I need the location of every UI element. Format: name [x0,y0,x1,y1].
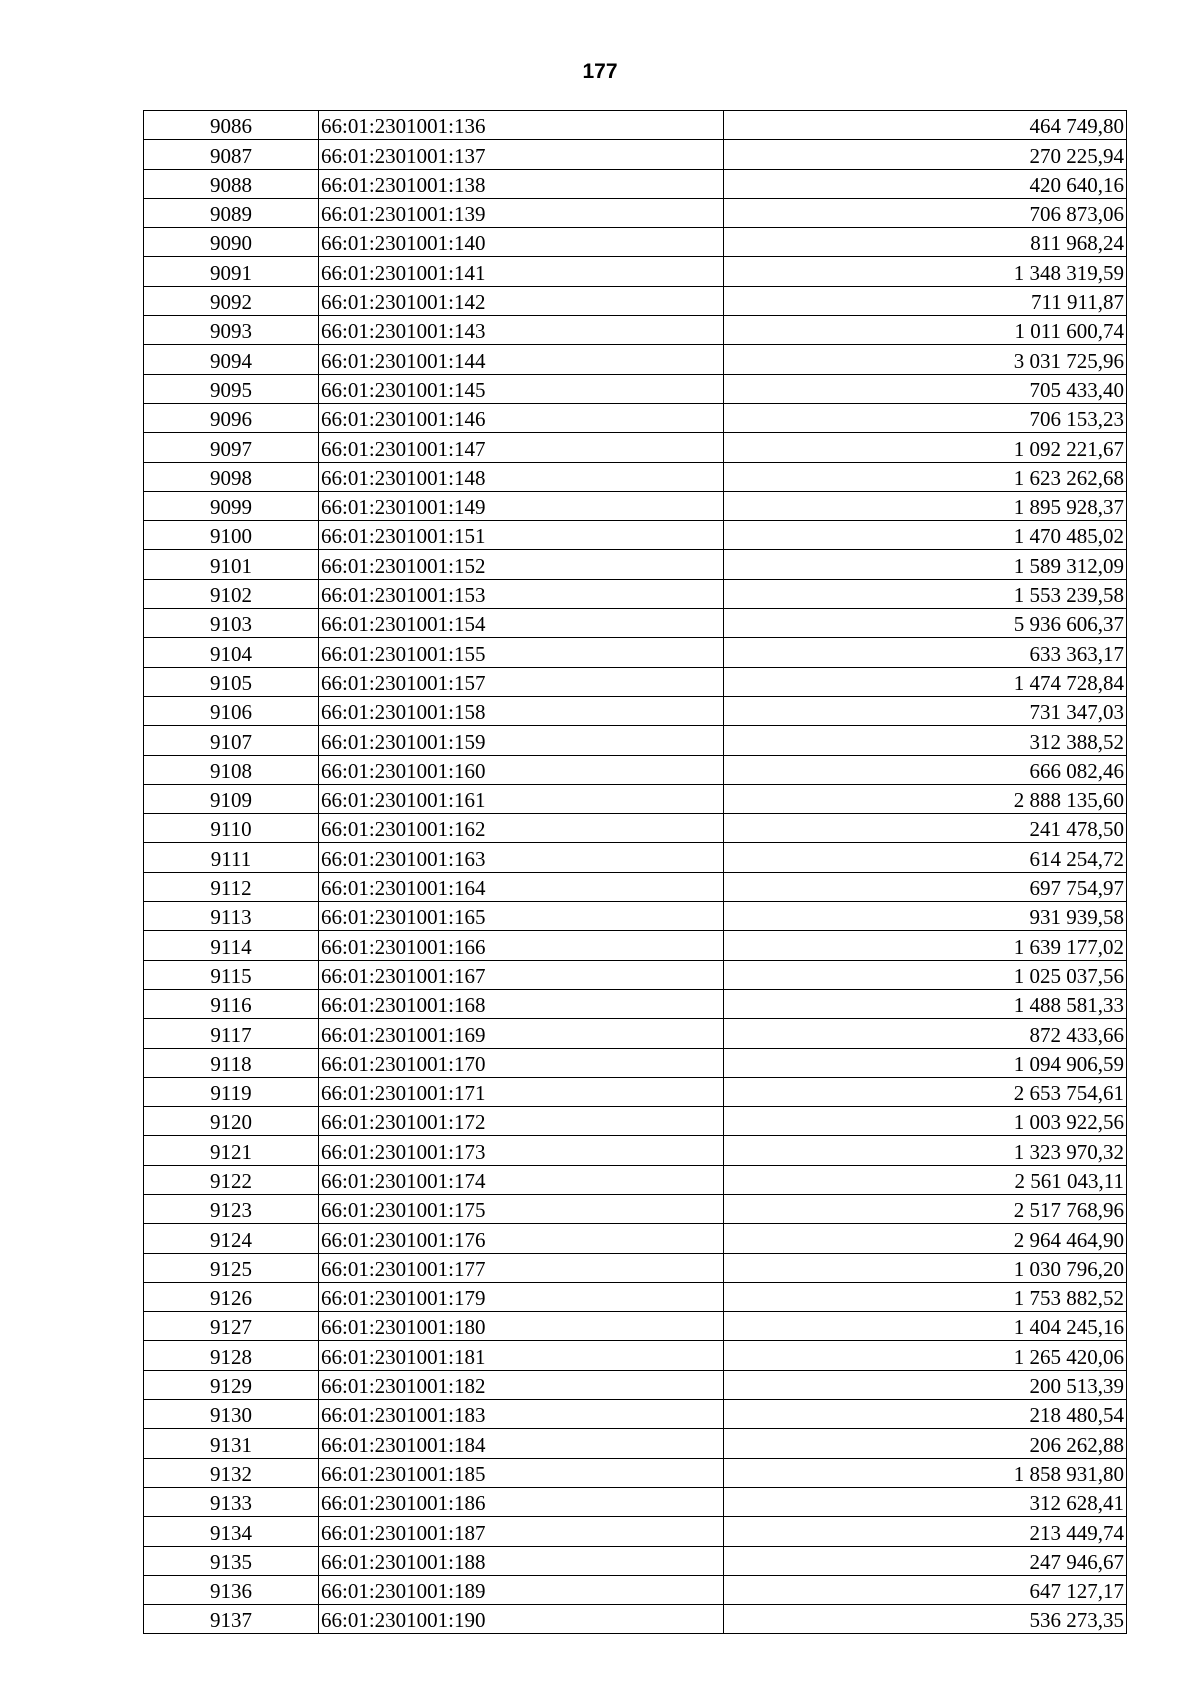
cadastral-number-cell: 66:01:2301001:147 [319,433,724,462]
row-number-cell: 9131 [144,1429,319,1458]
table-row [144,1487,1127,1516]
table-row [144,1312,1127,1341]
cadastral-number-cell: 66:01:2301001:167 [319,960,724,989]
cadastral-value-cell: 2 964 464,90 [724,1224,1127,1253]
row-number-cell: 9087 [144,140,319,169]
row-number-cell: 9088 [144,169,319,198]
cadastral-value-cell: 931 939,58 [724,902,1127,931]
cadastral-value-cell: 1 553 239,58 [724,579,1127,608]
cadastral-number-cell: 66:01:2301001:160 [319,755,724,784]
cadastral-number-cell: 66:01:2301001:159 [319,726,724,755]
table-row [144,1136,1127,1165]
cadastral-number-cell: 66:01:2301001:146 [319,403,724,432]
row-number-cell: 9118 [144,1048,319,1077]
row-number-cell: 9124 [144,1224,319,1253]
table-row [144,462,1127,491]
cadastral-value-cell: 731 347,03 [724,696,1127,725]
cadastral-value-cell: 270 225,94 [724,140,1127,169]
cadastral-number-cell: 66:01:2301001:149 [319,491,724,520]
cadastral-number-cell: 66:01:2301001:136 [319,111,724,140]
table-row [144,1282,1127,1311]
cadastral-value-cell: 1 265 420,06 [724,1341,1127,1370]
table-row [144,111,1127,140]
table-row [144,784,1127,813]
table-row [144,1517,1127,1546]
cadastral-number-cell: 66:01:2301001:190 [319,1605,724,1634]
row-number-cell: 9106 [144,696,319,725]
table-row [144,1429,1127,1458]
cadastral-value-cell: 1 092 221,67 [724,433,1127,462]
cadastral-number-cell: 66:01:2301001:189 [319,1575,724,1604]
cadastral-value-cell: 1 623 262,68 [724,462,1127,491]
row-number-cell: 9136 [144,1575,319,1604]
row-number-cell: 9133 [144,1487,319,1516]
cadastral-number-cell: 66:01:2301001:175 [319,1194,724,1223]
row-number-cell: 9121 [144,1136,319,1165]
row-number-cell: 9128 [144,1341,319,1370]
cadastral-value-cell: 647 127,17 [724,1575,1127,1604]
cadastral-number-cell: 66:01:2301001:151 [319,521,724,550]
cadastral-number-cell: 66:01:2301001:137 [319,140,724,169]
cadastral-value-cell: 1 589 312,09 [724,550,1127,579]
cadastral-value-cell: 1 025 037,56 [724,960,1127,989]
table-row [144,1224,1127,1253]
cadastral-value-cell: 872 433,66 [724,1019,1127,1048]
cadastral-value-cell: 633 363,17 [724,638,1127,667]
cadastral-value-cell: 1 003 922,56 [724,1107,1127,1136]
table-row [144,1165,1127,1194]
table-row [144,521,1127,550]
cadastral-value-table [143,110,1127,1634]
cadastral-number-cell: 66:01:2301001:166 [319,931,724,960]
table-row [144,345,1127,374]
row-number-cell: 9089 [144,198,319,227]
cadastral-value-cell: 200 513,39 [724,1370,1127,1399]
table-row [144,843,1127,872]
cadastral-number-cell: 66:01:2301001:182 [319,1370,724,1399]
cadastral-number-cell: 66:01:2301001:179 [319,1282,724,1311]
cadastral-number-cell: 66:01:2301001:152 [319,550,724,579]
row-number-cell: 9110 [144,814,319,843]
cadastral-number-cell: 66:01:2301001:139 [319,198,724,227]
row-number-cell: 9123 [144,1194,319,1223]
cadastral-value-cell: 2 653 754,61 [724,1077,1127,1106]
cadastral-value-cell: 218 480,54 [724,1400,1127,1429]
table-row [144,989,1127,1018]
cadastral-value-cell: 312 388,52 [724,726,1127,755]
table-row [144,140,1127,169]
cadastral-value-cell: 2 517 768,96 [724,1194,1127,1223]
cadastral-value-cell: 213 449,74 [724,1517,1127,1546]
cadastral-number-cell: 66:01:2301001:143 [319,316,724,345]
table-row [144,755,1127,784]
row-number-cell: 9103 [144,609,319,638]
cadastral-value-cell: 1 094 906,59 [724,1048,1127,1077]
row-number-cell: 9093 [144,316,319,345]
table-row [144,638,1127,667]
table-row [144,1019,1127,1048]
cadastral-value-cell: 1 639 177,02 [724,931,1127,960]
row-number-cell: 9094 [144,345,319,374]
cadastral-number-cell: 66:01:2301001:138 [319,169,724,198]
cadastral-value-cell: 666 082,46 [724,755,1127,784]
row-number-cell: 9095 [144,374,319,403]
table-row [144,433,1127,462]
cadastral-value-cell: 3 031 725,96 [724,345,1127,374]
cadastral-number-cell: 66:01:2301001:165 [319,902,724,931]
cadastral-value-cell: 614 254,72 [724,843,1127,872]
cadastral-table-container [143,110,1127,1634]
cadastral-value-cell: 1 404 245,16 [724,1312,1127,1341]
cadastral-number-cell: 66:01:2301001:161 [319,784,724,813]
row-number-cell: 9092 [144,286,319,315]
row-number-cell: 9114 [144,931,319,960]
row-number-cell: 9119 [144,1077,319,1106]
cadastral-value-cell: 1 348 319,59 [724,257,1127,286]
table-row [144,931,1127,960]
table-row [144,814,1127,843]
cadastral-value-cell: 1 488 581,33 [724,989,1127,1018]
cadastral-value-cell: 811 968,24 [724,228,1127,257]
table-row [144,1546,1127,1575]
cadastral-value-cell: 464 749,80 [724,111,1127,140]
cadastral-number-cell: 66:01:2301001:170 [319,1048,724,1077]
table-row [144,1400,1127,1429]
cadastral-value-cell: 1 030 796,20 [724,1253,1127,1282]
table-row [144,491,1127,520]
cadastral-value-cell: 536 273,35 [724,1605,1127,1634]
row-number-cell: 9101 [144,550,319,579]
cadastral-number-cell: 66:01:2301001:174 [319,1165,724,1194]
row-number-cell: 9115 [144,960,319,989]
cadastral-number-cell: 66:01:2301001:181 [319,1341,724,1370]
table-row [144,1458,1127,1487]
row-number-cell: 9098 [144,462,319,491]
table-row [144,902,1127,931]
cadastral-number-cell: 66:01:2301001:154 [319,609,724,638]
table-row [144,257,1127,286]
cadastral-value-cell: 1 895 928,37 [724,491,1127,520]
cadastral-value-cell: 5 936 606,37 [724,609,1127,638]
row-number-cell: 9091 [144,257,319,286]
table-row [144,667,1127,696]
table-row [144,1194,1127,1223]
cadastral-number-cell: 66:01:2301001:148 [319,462,724,491]
table-row [144,1077,1127,1106]
cadastral-number-cell: 66:01:2301001:185 [319,1458,724,1487]
cadastral-value-cell: 1 858 931,80 [724,1458,1127,1487]
cadastral-value-cell: 706 873,06 [724,198,1127,227]
table-row [144,1107,1127,1136]
row-number-cell: 9117 [144,1019,319,1048]
row-number-cell: 9137 [144,1605,319,1634]
cadastral-number-cell: 66:01:2301001:163 [319,843,724,872]
row-number-cell: 9108 [144,755,319,784]
cadastral-number-cell: 66:01:2301001:168 [319,989,724,1018]
page-number: 177 [582,60,618,83]
cadastral-number-cell: 66:01:2301001:164 [319,872,724,901]
row-number-cell: 9107 [144,726,319,755]
cadastral-value-cell: 706 153,23 [724,403,1127,432]
cadastral-number-cell: 66:01:2301001:186 [319,1487,724,1516]
table-row [144,1370,1127,1399]
table-row [144,286,1127,315]
cadastral-number-cell: 66:01:2301001:142 [319,286,724,315]
cadastral-number-cell: 66:01:2301001:155 [319,638,724,667]
table-body [144,111,1127,1634]
table-row [144,169,1127,198]
cadastral-number-cell: 66:01:2301001:173 [319,1136,724,1165]
row-number-cell: 9134 [144,1517,319,1546]
cadastral-number-cell: 66:01:2301001:176 [319,1224,724,1253]
table-row [144,609,1127,638]
table-row [144,1048,1127,1077]
row-number-cell: 9097 [144,433,319,462]
cadastral-number-cell: 66:01:2301001:177 [319,1253,724,1282]
row-number-cell: 9135 [144,1546,319,1575]
table-row [144,316,1127,345]
cadastral-value-cell: 206 262,88 [724,1429,1127,1458]
table-row [144,1605,1127,1634]
row-number-cell: 9109 [144,784,319,813]
row-number-cell: 9111 [144,843,319,872]
table-row [144,872,1127,901]
row-number-cell: 9130 [144,1400,319,1429]
table-row [144,726,1127,755]
table-row [144,579,1127,608]
row-number-cell: 9125 [144,1253,319,1282]
cadastral-value-cell: 1 470 485,02 [724,521,1127,550]
table-row [144,198,1127,227]
cadastral-number-cell: 66:01:2301001:187 [319,1517,724,1546]
cadastral-value-cell: 1 011 600,74 [724,316,1127,345]
row-number-cell: 9126 [144,1282,319,1311]
cadastral-value-cell: 2 561 043,11 [724,1165,1127,1194]
cadastral-number-cell: 66:01:2301001:169 [319,1019,724,1048]
cadastral-number-cell: 66:01:2301001:184 [319,1429,724,1458]
cadastral-value-cell: 705 433,40 [724,374,1127,403]
row-number-cell: 9099 [144,491,319,520]
cadastral-number-cell: 66:01:2301001:188 [319,1546,724,1575]
row-number-cell: 9102 [144,579,319,608]
cadastral-number-cell: 66:01:2301001:140 [319,228,724,257]
table-row [144,1341,1127,1370]
table-row [144,228,1127,257]
cadastral-number-cell: 66:01:2301001:145 [319,374,724,403]
cadastral-value-cell: 420 640,16 [724,169,1127,198]
cadastral-value-cell: 1 753 882,52 [724,1282,1127,1311]
table-row [144,550,1127,579]
row-number-cell: 9100 [144,521,319,550]
cadastral-value-cell: 241 478,50 [724,814,1127,843]
row-number-cell: 9122 [144,1165,319,1194]
cadastral-number-cell: 66:01:2301001:172 [319,1107,724,1136]
cadastral-number-cell: 66:01:2301001:158 [319,696,724,725]
cadastral-value-cell: 1 474 728,84 [724,667,1127,696]
cadastral-number-cell: 66:01:2301001:157 [319,667,724,696]
row-number-cell: 9112 [144,872,319,901]
cadastral-number-cell: 66:01:2301001:183 [319,1400,724,1429]
cadastral-value-cell: 312 628,41 [724,1487,1127,1516]
cadastral-number-cell: 66:01:2301001:171 [319,1077,724,1106]
row-number-cell: 9105 [144,667,319,696]
row-number-cell: 9129 [144,1370,319,1399]
row-number-cell: 9104 [144,638,319,667]
cadastral-value-cell: 711 911,87 [724,286,1127,315]
row-number-cell: 9113 [144,902,319,931]
table-row [144,403,1127,432]
row-number-cell: 9120 [144,1107,319,1136]
row-number-cell: 9096 [144,403,319,432]
cadastral-value-cell: 697 754,97 [724,872,1127,901]
table-row [144,1253,1127,1282]
cadastral-number-cell: 66:01:2301001:141 [319,257,724,286]
cadastral-value-cell: 247 946,67 [724,1546,1127,1575]
table-row [144,1575,1127,1604]
table-row [144,960,1127,989]
cadastral-value-cell: 2 888 135,60 [724,784,1127,813]
cadastral-value-cell: 1 323 970,32 [724,1136,1127,1165]
cadastral-number-cell: 66:01:2301001:144 [319,345,724,374]
table-row [144,374,1127,403]
row-number-cell: 9127 [144,1312,319,1341]
cadastral-number-cell: 66:01:2301001:162 [319,814,724,843]
cadastral-number-cell: 66:01:2301001:180 [319,1312,724,1341]
table-row [144,696,1127,725]
cadastral-number-cell: 66:01:2301001:153 [319,579,724,608]
row-number-cell: 9132 [144,1458,319,1487]
row-number-cell: 9086 [144,111,319,140]
row-number-cell: 9116 [144,989,319,1018]
row-number-cell: 9090 [144,228,319,257]
